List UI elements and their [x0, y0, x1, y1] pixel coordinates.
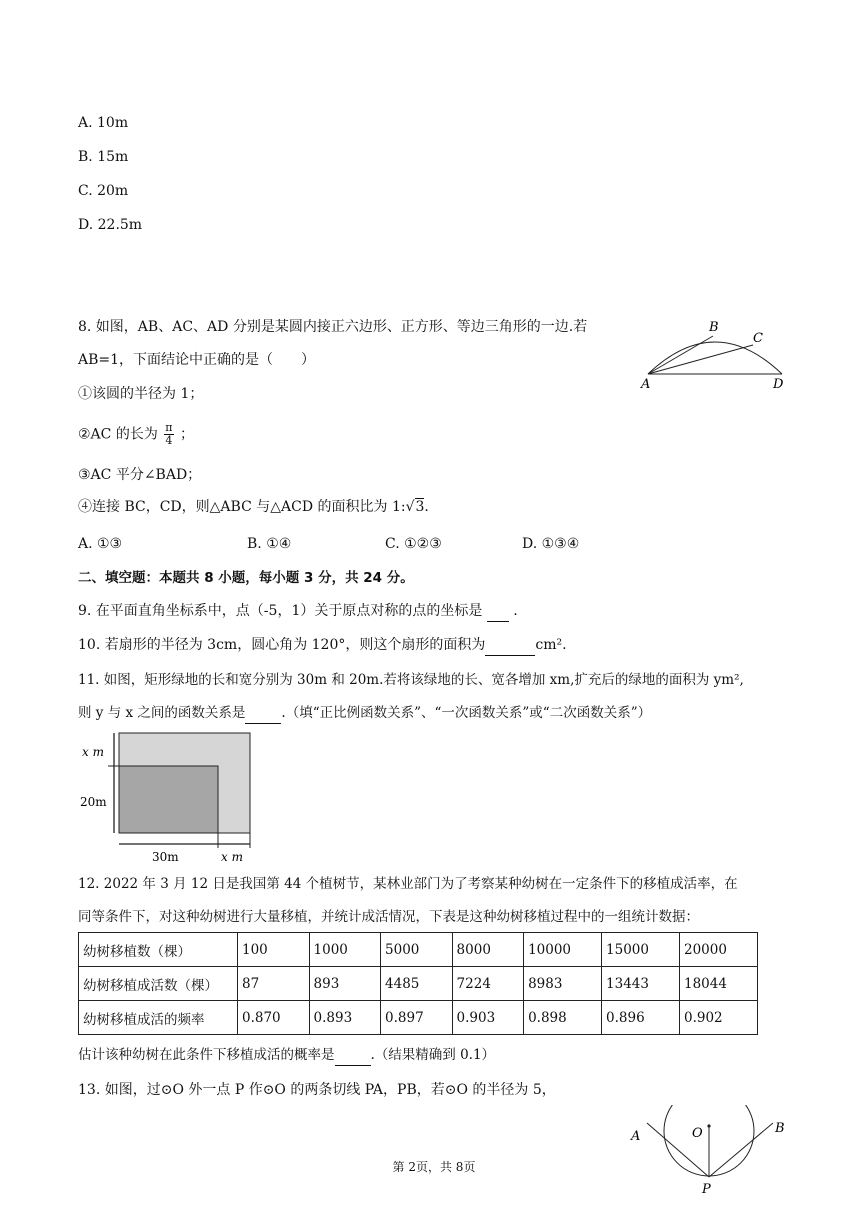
table-cell: 0.896 — [602, 1001, 680, 1035]
label-a: A — [641, 377, 651, 392]
sqrt-radicand: 3 — [415, 499, 425, 515]
pi-over-4-fraction — [164, 422, 173, 447]
table-row — [79, 1001, 758, 1035]
q8-statement-2 — [78, 422, 194, 447]
q9-suffix: . — [513, 603, 518, 619]
center-point — [707, 1124, 710, 1127]
q9-text: 9. 在平面直角坐标系中，点（-5，1）关于原点对称的点的坐标是 — [78, 603, 483, 619]
q8-stem-line1: 8. 如图，AB、AC、AD 分别是某圆内接正六边形、正方形、等边三角形的一边.若 — [78, 319, 588, 335]
option-a: A. 10m — [78, 115, 129, 131]
q9-answer-blank[interactable] — [487, 601, 509, 622]
table-cell: 20000 — [680, 933, 758, 967]
table-cell: 0.902 — [680, 1001, 758, 1035]
table-cell: 0.897 — [381, 1001, 453, 1035]
label-d: D — [773, 377, 784, 392]
table-cell: 幼树移植数（棵） — [79, 933, 238, 967]
q12-data-table — [78, 932, 758, 1035]
q11-line2 — [78, 703, 651, 724]
q11-text: 则 y 与 x 之间的函数关系是 — [78, 705, 246, 721]
table-cell: 幼树移植成活数（棵） — [79, 967, 238, 1001]
q8-statement-3: ③AC 平分∠BAD； — [78, 467, 202, 483]
table-cell: 1000 — [309, 933, 381, 967]
table-cell: 7224 — [452, 967, 524, 1001]
label-xm-top: x m — [82, 745, 104, 759]
q12-after-suffix: .（结果精确到 0.1） — [370, 1047, 496, 1063]
table-cell: 0.893 — [309, 1001, 381, 1035]
q8-option-d: D. ①③④ — [522, 536, 580, 552]
label-c: C — [753, 331, 763, 346]
label-b: B — [709, 320, 719, 335]
q10-text: 10. 若扇形的半径为 3cm，圆心角为 120°，则这个扇形的面积为 — [78, 637, 486, 653]
label-p: P — [702, 1182, 711, 1197]
original-rectangle — [119, 766, 218, 833]
q8-stem-line2: AB=1，下面结论中正确的是（ ） — [78, 352, 316, 368]
table-cell: 8983 — [524, 967, 602, 1001]
q8-statement-4 — [78, 497, 429, 517]
table-cell: 幼树移植成活的频率 — [79, 1001, 238, 1035]
q8-s2-prefix: ②AC 的长为 — [78, 426, 158, 443]
q8-option-a: A. ①③ — [78, 536, 123, 552]
table-row — [79, 967, 758, 1001]
q10-suffix: cm². — [535, 637, 567, 653]
table-cell: 18044 — [680, 967, 758, 1001]
q8-option-b: B. ①④ — [247, 536, 292, 552]
arc-ad — [648, 342, 782, 374]
q10 — [78, 635, 567, 656]
chord-ab — [648, 336, 713, 374]
q12-after-text: 估计该种幼树在此条件下移植成活的概率是 — [78, 1047, 335, 1063]
label-o: O — [692, 1126, 703, 1141]
q12-line1: 12. 2022 年 3 月 12 日是我国第 44 个植树节，某林业部门为了考察某种幼树在一定条件下的移植成活率，在 — [78, 876, 738, 892]
table-cell: 8000 — [452, 933, 524, 967]
q13-stem: 13. 如图，过⊙O 外一点 P 作⊙O 的两条切线 PA，PB，若⊙O 的半径为 5， — [78, 1082, 556, 1098]
table-row — [79, 933, 758, 967]
q8-statement-1: ①该圆的半径为 1； — [78, 386, 204, 402]
chord-ac — [648, 345, 753, 374]
label-20m: 20m — [80, 795, 107, 809]
table-cell: 0.903 — [452, 1001, 524, 1035]
fraction-denominator: 4 — [165, 434, 173, 447]
q8-s4-suffix: . — [424, 499, 429, 515]
table-cell: 4485 — [381, 967, 453, 1001]
fraction-numerator: π — [165, 421, 173, 434]
label-a: A — [631, 1129, 641, 1144]
q8-circle-figure — [635, 316, 795, 392]
option-d: D. 22.5m — [78, 217, 143, 233]
q11-answer-blank[interactable] — [245, 703, 281, 724]
table-cell: 100 — [238, 933, 310, 967]
q8-s2-suffix: ； — [179, 426, 194, 443]
sqrt-symbol: √ — [405, 499, 415, 515]
option-c: C. 20m — [78, 183, 129, 199]
label-xm-right: x m — [221, 850, 243, 864]
q11-line1: 11. 如图，矩形绿地的长和宽分别为 30m 和 20m.若将该绿地的长、宽各增加 xm,扩充后的绿地的面积为 ym², — [78, 672, 744, 688]
q8-s4-prefix: ④连接 BC，CD，则△ABC 与△ACD 的面积比为 1: — [78, 499, 406, 515]
q11-rectangle-figure — [78, 730, 258, 870]
q11-suffix: .（填“正比例函数关系”、“一次函数关系”或“二次函数关系”） — [281, 705, 652, 721]
section-heading: 二、填空题：本题共 8 小题，每小题 3 分，共 24 分。 — [78, 570, 414, 586]
table-cell: 0.898 — [524, 1001, 602, 1035]
label-30m: 30m — [152, 850, 179, 864]
table-cell: 0.870 — [238, 1001, 310, 1035]
q12-after — [78, 1045, 495, 1066]
table-cell: 87 — [238, 967, 310, 1001]
q10-answer-blank[interactable] — [485, 635, 535, 656]
option-b: B. 15m — [78, 149, 129, 165]
q12-answer-blank[interactable] — [335, 1045, 371, 1066]
table-cell: 13443 — [602, 967, 680, 1001]
q9 — [78, 601, 518, 622]
label-b: B — [775, 1121, 785, 1136]
page-footer: 第 2页，共 8页 — [392, 1160, 476, 1174]
table-cell: 15000 — [602, 933, 680, 967]
q8-option-c: C. ①②③ — [385, 536, 442, 552]
table-cell: 5000 — [381, 933, 453, 967]
q12-line2: 同等条件下，对这种幼树进行大量移植，并统计成活情况，下表是这种幼树移植过程中的一组统计数据： — [78, 909, 699, 925]
table-cell: 10000 — [524, 933, 602, 967]
table-cell: 893 — [309, 967, 381, 1001]
q13-tangent-figure — [625, 1105, 795, 1197]
